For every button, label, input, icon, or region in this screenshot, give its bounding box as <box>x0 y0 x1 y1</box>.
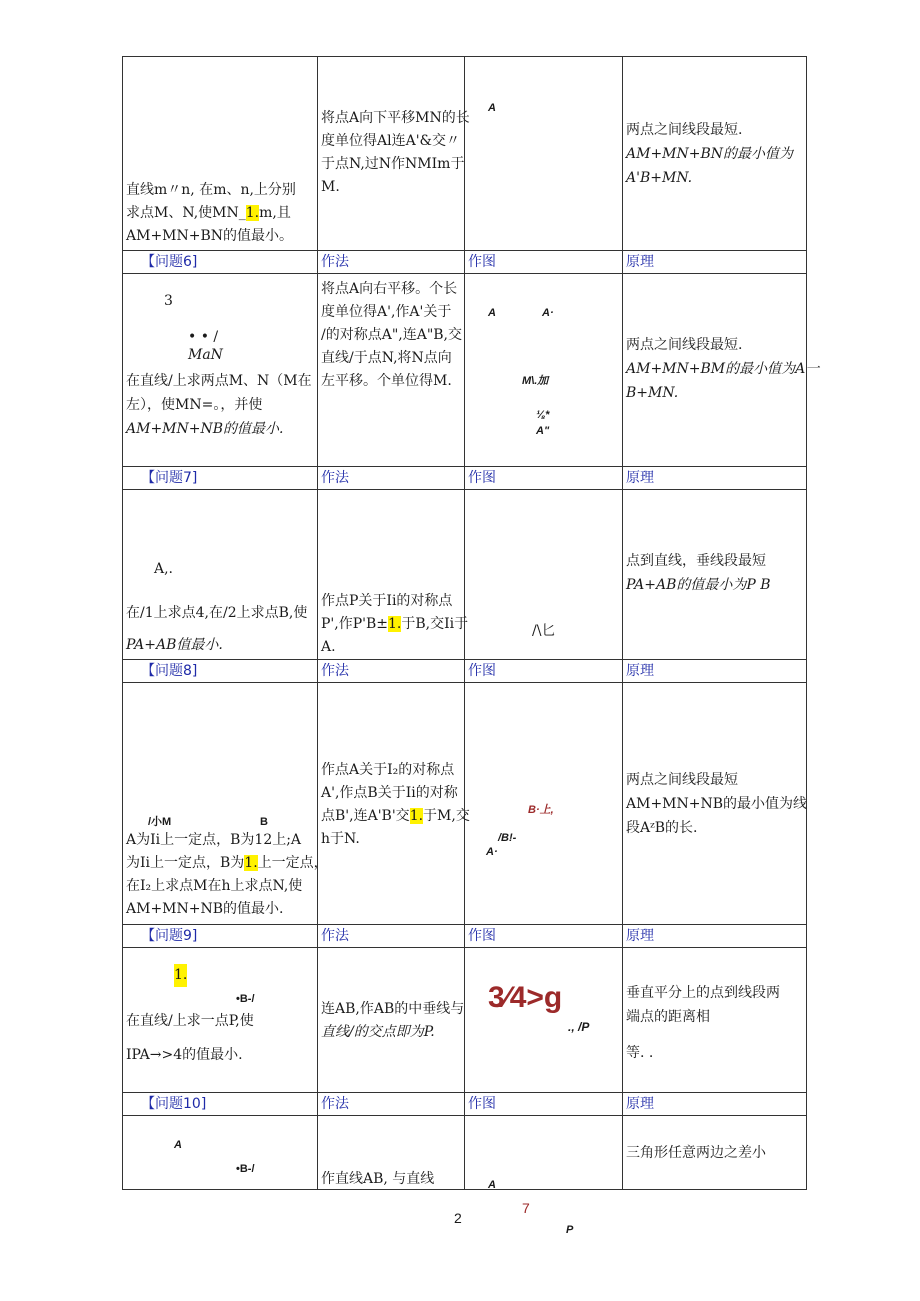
table-header-row <box>123 467 807 490</box>
problem-header: 【问题10] <box>123 1093 318 1116</box>
table-header-row <box>123 925 807 948</box>
principle-header: 原理 <box>623 660 807 683</box>
footer-point-label: P <box>566 1224 574 1236</box>
principle-cell: 垂直平分上的点到线段两 端点的距离相 等. . <box>623 948 807 1093</box>
figure-header: 作图 <box>465 251 623 274</box>
geometry-table <box>122 56 820 1191</box>
figure-header: 作图 <box>465 660 623 683</box>
figure-header: 作图 <box>465 467 623 490</box>
problem-cell: A •B-/ <box>123 1116 318 1190</box>
principle-header: 原理 <box>623 1093 807 1116</box>
method-cell: 将点A向右平移。个长 度单位得A',作A'关于 /的对称点A",连A"B,交 直线/于点N,将N点向 左平移。个单位得M. <box>318 274 465 467</box>
figure-cell: A A· M\.加 ⅛* A" <box>465 274 623 467</box>
table-row <box>123 1116 807 1190</box>
problem-cell: A,. 在/1上求点4,在/2上求点B,使 PA+AB值最小. <box>123 490 318 660</box>
figure-cell: B·上, /B!- A· <box>465 683 623 925</box>
table-row <box>123 274 807 467</box>
principle-header: 原理 <box>623 925 807 948</box>
method-header: 作法 <box>318 251 465 274</box>
table-row <box>123 490 807 660</box>
problem-cell: 3 • • / MaN 在直线/上求两点M、N（M在 左），使MN=。，并使 AM+MN+NB的值最小. <box>123 274 318 467</box>
table-header-row <box>123 251 807 274</box>
principle-cell: 三角形任意两边之差小 <box>623 1116 807 1190</box>
footer-figure-label: 7 <box>522 1200 530 1216</box>
table-header-row <box>123 660 807 683</box>
table-row <box>123 948 807 1093</box>
method-header: 作法 <box>318 925 465 948</box>
principle-cell: 点到直线，垂线段最短 PA+AB的值最小为P B <box>623 490 807 660</box>
figure-cell: /\匕 <box>465 490 623 660</box>
problem-header: 【问题8] <box>123 660 318 683</box>
figure-cell: A <box>465 1116 623 1190</box>
problem-header: 【问题9] <box>123 925 318 948</box>
figure-header: 作图 <box>465 1093 623 1116</box>
method-cell: 作点A关于I₂的对称点 A',作点B关于Ii的对称 点B',连A'B'交1.于M,交 h于N. <box>318 683 465 925</box>
problem-header: 【问题6] <box>123 251 318 274</box>
principle-header: 原理 <box>623 251 807 274</box>
problem-cell: 直线m〃n, 在m、n,上分别 求点M、N,使MN_1.m,且 AM+MN+BN的值最小。 <box>123 57 318 251</box>
table-header-row <box>123 1093 807 1116</box>
table-row <box>123 57 807 251</box>
principle-cell: 两点之间线段最短. AM+MN+BM的最小值为A一 B+MN. <box>623 274 807 467</box>
page-number: 2 <box>454 1210 462 1226</box>
table-row <box>123 683 807 925</box>
method-cell: 作直线AB, 与直线 <box>318 1116 465 1190</box>
method-header: 作法 <box>318 1093 465 1116</box>
method-cell: 作点P关于Ii的对称点 P',作P'B±1.于B,交Ii于 A. <box>318 490 465 660</box>
figure-header: 作图 <box>465 925 623 948</box>
principle-header: 原理 <box>623 467 807 490</box>
method-cell: 将点A向下平移MN的长 度单位得Al连A'&交〃 于点N,过N作NMIm于 M. <box>318 57 465 251</box>
method-header: 作法 <box>318 660 465 683</box>
figure-cell: 3⁄4>g ., /P <box>465 948 623 1093</box>
problem-cell: 1. •B-/ 在直线/上求一点P,使 IPA→>4的值最小. <box>123 948 318 1093</box>
problem-cell: /小M B A为Ii上一定点，B为12上;A 为Ii上一定点，B为1.上一定点， 在I₂上求点M在h上求点N,使 AM+MN+NB的值最小. <box>123 683 318 925</box>
method-cell: 连AB,作AB的中垂线与 直线/的交点即为P. <box>318 948 465 1093</box>
problem-header: 【问题7] <box>123 467 318 490</box>
principle-cell: 两点之间线段最短. AM+MN+BN的最小值为 A'B+MN. <box>623 57 807 251</box>
principle-cell: 两点之间线段最短 AM+MN+NB的最小值为线 段AᶻB的长. <box>623 683 807 925</box>
figure-cell: A <box>465 57 623 251</box>
method-header: 作法 <box>318 467 465 490</box>
